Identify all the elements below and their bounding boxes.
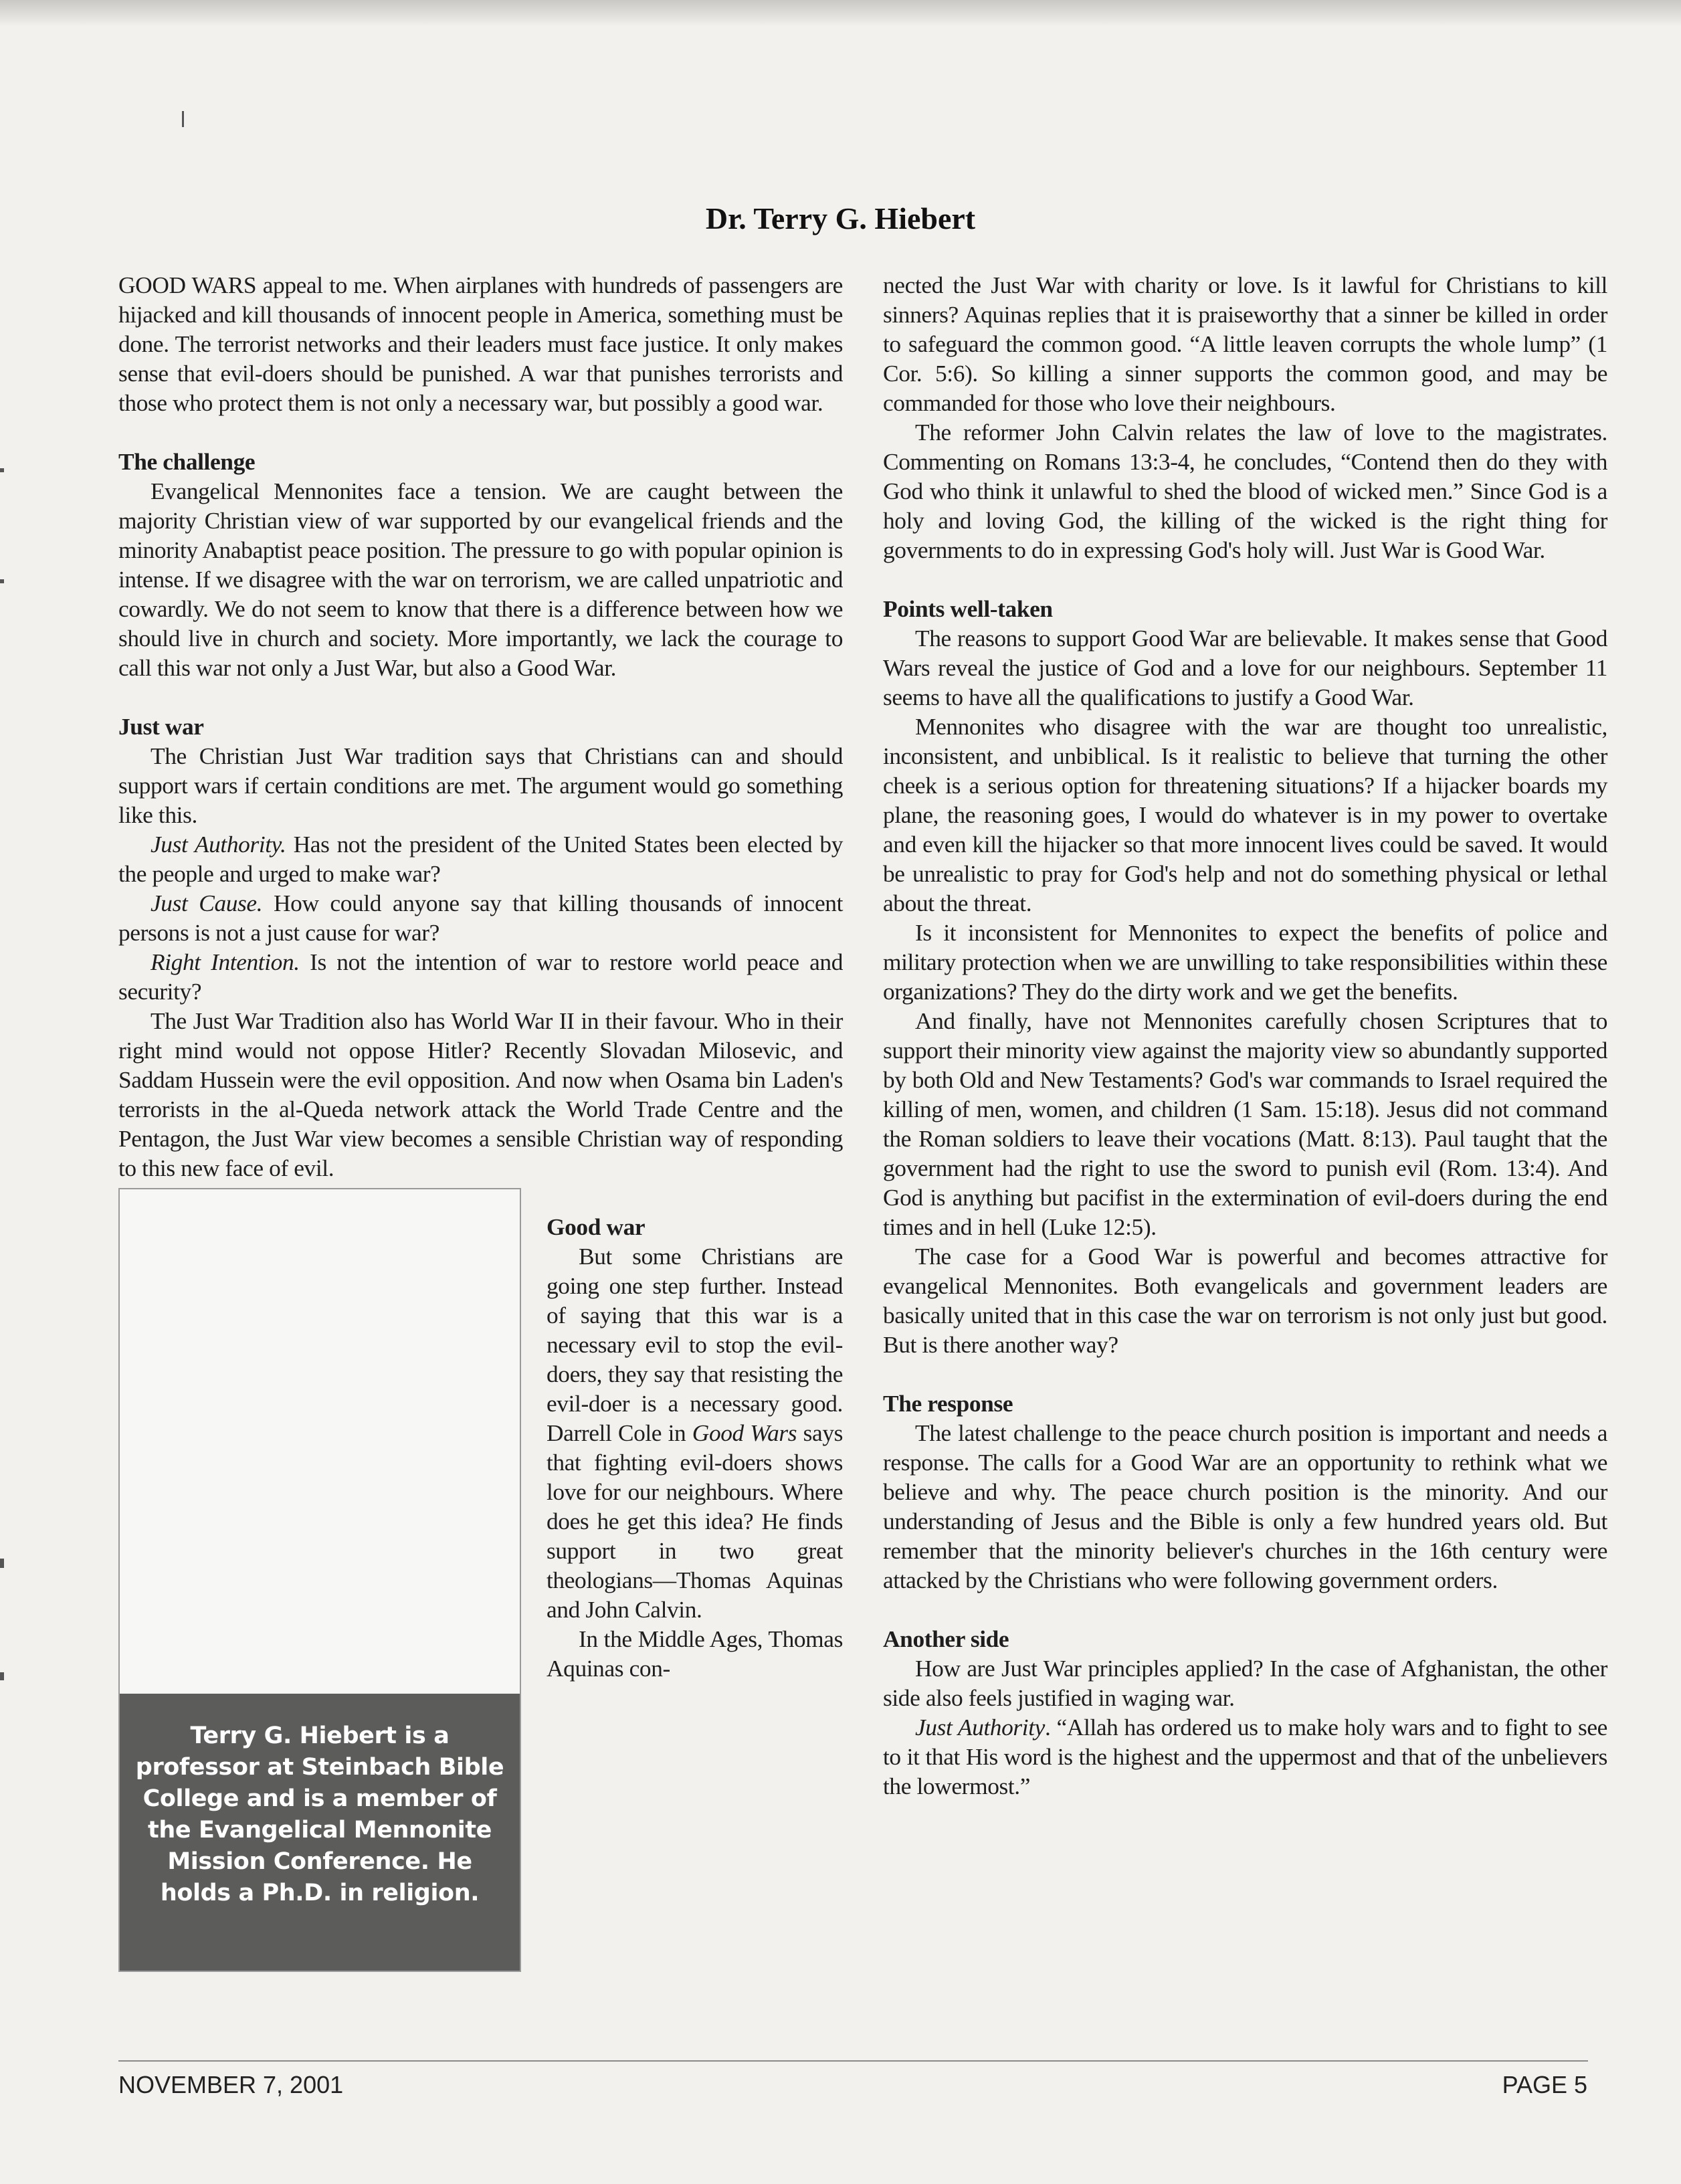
paragraph: The Christian Just War tradition says that Christians can and should support wars if certain conditions are met. The argument would go something like this. xyxy=(118,742,843,828)
paragraph: Mennonites who disagree with the war are thought too unrealistic, inconsistent, and unbiblical. Is it realistic to believe that turning the other cheek is a serious option for threatening situations? If a hijacker boards my plane, the reasoning goes, I would do whatever is in my power to overtake and even kill the hijacker so that more innocent lives could be saved. It would be unrealistic to pray for God's help and not do something physical or lethal about the threat. xyxy=(883,713,1607,916)
scan-mark xyxy=(0,1559,4,1568)
paragraph: The case for a Good War is powerful and becomes attractive for evangelical Mennonites. Both evangelicals and government leaders are basically united that in this case the war on terrorism is not only just but good. But is there another way? xyxy=(883,1243,1607,1358)
paragraph: In the Middle Ages, Thomas Aquinas con- xyxy=(547,1625,843,1682)
paragraph: nected the Just War with charity or love. Is it lawful for Christians to kill sinners? Aquinas replies that it is praiseworthy that a sinner be killed in order to safeguard the common good. “A little leaven corrupts the whole lump” (1 Cor. 5:6). So killing a sinner supports the common good, and may be commanded for those who love their neighbours. xyxy=(883,272,1607,416)
scan-mark xyxy=(0,1672,4,1680)
term-just-cause: Just Cause. xyxy=(151,890,263,916)
paragraph: The Just War Tradition also has World War II in their favour. Who in their right mind would not oppose Hitler? Recently Slovadan Milosevic, and Saddam Hussein were the evil opposition. And now when Osama bin Laden's terrorists in the al-Queda network attack the World Trade Centre and the Pentagon, the Just War view becomes a sensible Christian way of responding to this new face of evil. xyxy=(118,1007,843,1181)
right-column xyxy=(883,270,1607,1801)
term-right-intention: Right Intention. xyxy=(151,949,300,975)
paragraph: Is it inconsistent for Mennonites to expect the benefits of police and military protection when we are unwilling to take responsibilities within these organizations? They do the dirty work and we get the benefits. xyxy=(883,919,1607,1005)
paragraph: And finally, have not Mennonites carefully chosen Scriptures that to support their minority view against the majority view so abundantly supported by both Old and New Testaments? God's war commands to Israel required the killing of men, women, and children (1 Sam. 15:18). Jesus did not command the Roman soldiers to leave their vocations (Matt. 8:13). Paul taught that the government had the right to use the sword to punish evil (Rom. 13:4). And God is anything but pacifist in the extermination of evil-doers during the end times and in hell (Luke 12:5). xyxy=(883,1007,1607,1240)
section-heading-just-war: Just war xyxy=(118,713,204,740)
scan-mark xyxy=(0,468,4,472)
term-just-authority: Just Authority xyxy=(915,1714,1045,1741)
section-heading-points-well-taken: Points well-taken xyxy=(883,595,1053,622)
footer-date: NOVEMBER 7, 2001 xyxy=(118,2071,344,2098)
paragraph-text: . “Allah has ordered us to make holy wars and to fight to see to it that His word is the highest and the uppermost and that of the unbelievers the lowermost.” xyxy=(883,1714,1607,1799)
book-title: Good Wars xyxy=(692,1419,797,1446)
paragraph: Evangelical Mennonites face a tension. We are caught between the majority Christian view of war supported by our evangelical friends and the minority Anabaptist peace position. The pressure to go with popular opinion is intense. If we disagree with the war on terrorism, we are called unpatriotic and cowardly. We do not seem to know that there is a difference between how we should live in church and society. More importantly, we lack the courage to call this war not only a Just War, but also a Good War. xyxy=(118,478,843,681)
paragraph-text: But some Christians are going one step further. Instead of saying that this war is a necessary evil to stop the evil-doers, they say that resisting the evil-doer is a necessary good. Darrell Cole in xyxy=(547,1243,843,1446)
paragraph: The reformer John Calvin relates the law of love to the magistrates. Commenting on Romans 13:3-4, he concludes, “Contend then do they with God who think it unlawful to shed the blood of wicked men.” Since God is a holy and loving God, the killing of the wicked is the right thing for governments to do in expressing God's holy will. Just War is Good War. xyxy=(883,419,1607,563)
term-just-authority: Just Authority. xyxy=(151,831,286,858)
scan-mark xyxy=(0,579,4,583)
paragraph xyxy=(118,947,843,1006)
scan-top-band xyxy=(0,0,1681,27)
intro-paragraph: GOOD WARS appeal to me. When airplanes with hundreds of passengers are hijacked and kill thousands of innocent people in America, something must be done. The terrorist networks and their leaders must face justice. It only makes sense that evil-doers should be punished. A war that punishes terrorists and those who protect them is not only a necessary war, but possibly a good war. xyxy=(118,272,843,416)
section-heading-challenge: The challenge xyxy=(118,448,256,475)
paragraph-text: says that fighting evil-doers shows love for our neighbours. Where does he get this idea? He finds support in two great theologians—Thomas Aquinas and John Calvin. xyxy=(547,1419,843,1623)
article-byline: Dr. Terry G. Hiebert xyxy=(705,201,976,235)
paragraph-text: Is not the intention of war to restore world peace and security? xyxy=(118,949,844,1005)
paragraph: How are Just War principles applied? In the case of Afghanistan, the other side also feels justified in waging war. xyxy=(883,1655,1607,1711)
paragraph: The latest challenge to the peace church position is important and needs a response. The calls for a Good War are an opportunity to rethink what we believe and why. The peace church position is the minority. And our understanding of Jesus and the Bible is only a few hundred years old. But remember that the minority believer's churches in the 16th century were attacked by the Christians who were following government orders. xyxy=(883,1419,1607,1593)
scan-mark xyxy=(182,111,184,127)
paragraph: The reasons to support Good War are believable. It makes sense that Good Wars reveal the justice of God and a love for our neighbours. September 11 seems to have all the qualifications to justify a Good War. xyxy=(883,625,1607,710)
paragraph-text: Has not the president of the United States been elected by the people and urged to make war? xyxy=(118,831,843,887)
section-heading-the-response: The response xyxy=(883,1390,1013,1417)
left-column xyxy=(118,270,843,1972)
paragraph xyxy=(118,829,843,888)
section-heading-another-side: Another side xyxy=(883,1625,1009,1652)
author-caption: Terry G. Hiebert is a professor at Steinbach Bible College and is a member of the Evangelical Mennonite Mission Conference. He holds a Ph.D. in religion. xyxy=(120,1694,520,1971)
author-photo-placeholder xyxy=(120,1189,520,1692)
paragraph xyxy=(883,1712,1607,1801)
paragraph xyxy=(118,888,843,947)
paragraph-text: How could anyone say that killing thousands of innocent persons is not a just cause for war? xyxy=(118,890,844,946)
footer-rule xyxy=(118,2060,1588,2062)
author-photo-box xyxy=(118,1188,521,1972)
section-heading-good-war: Good war xyxy=(547,1213,646,1240)
footer-page-number: PAGE 5 xyxy=(1502,2071,1587,2098)
